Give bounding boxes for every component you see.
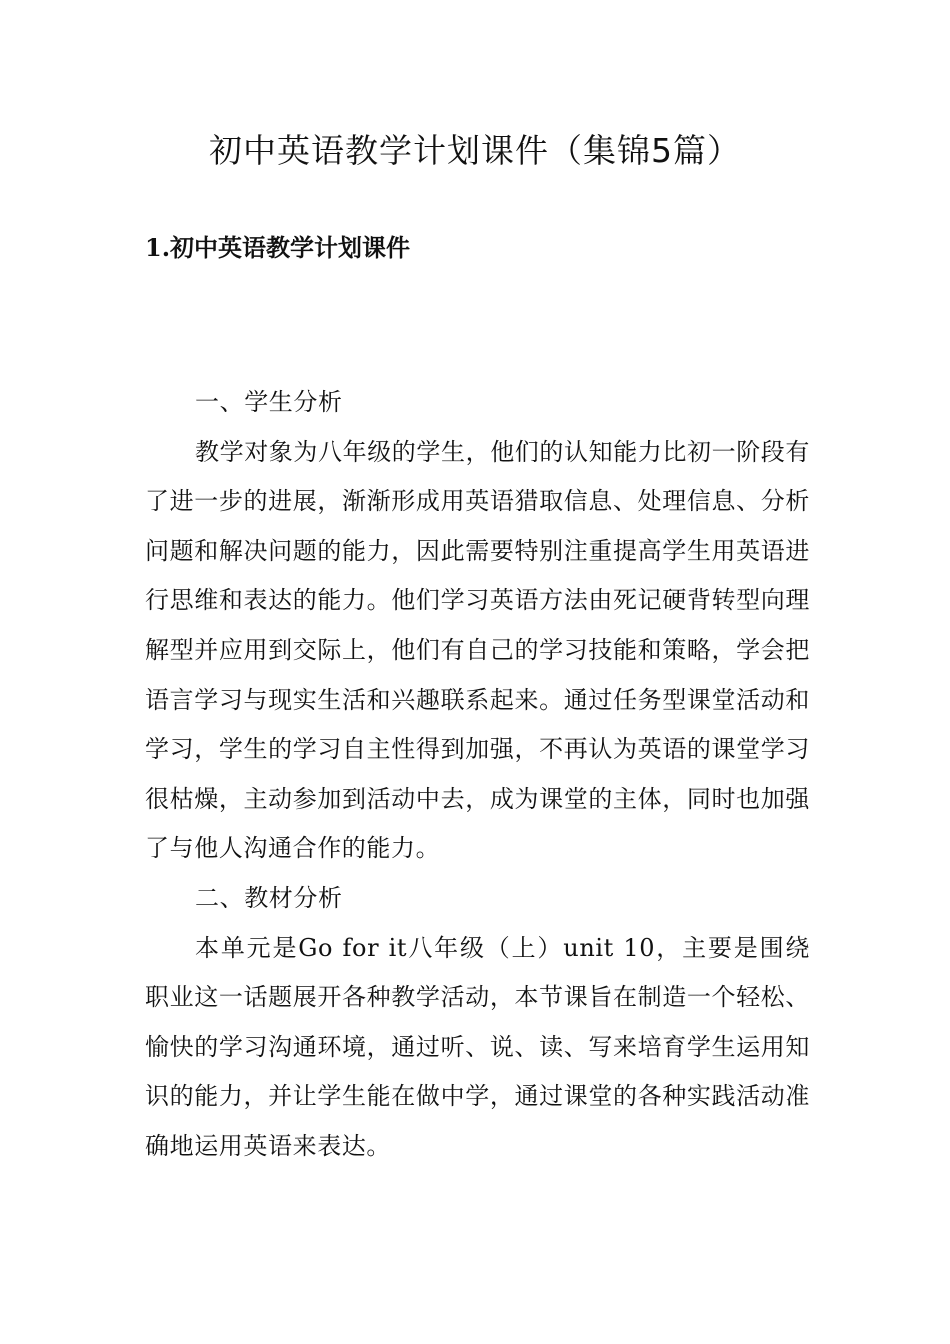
document-title: 初中英语教学计划课件（集锦5篇） (209, 131, 741, 170)
part2-heading: 二、教材分析 (195, 883, 343, 912)
part2-paragraph: 本单元是Go for it八年级（上）unit 10，主要是围绕职业这一话题展开各种教学活动，本节课旨在制造一个轻松、愉快的学习沟通环境，通过听、说、读、写来培育学生运用知识的能力，并让学生能在做中学，通过课堂的各种实践活动准确地运用英语来表达。 (145, 933, 810, 1160)
part1-paragraph: 教学对象为八年级的学生，他们的认知能力比初一阶段有了进一步的进展，渐渐形成用英语猎取信息、处理信息、分析问题和解决问题的能力，因此需要特别注重提高学生用英语进行思维和表达的能力。他们学习英语方法由死记硬背转型向理解型并应用到交际上，他们有自己的学习技能和策略，学会把语言学习与现实生活和兴趣联系起来。通过任务型课堂活动和学习，学生的学习自主性得到加强，不再认为英语的课堂学习很枯燥，主动参加到活动中去，成为课堂的主体，同时也加强了与他人沟通合作的能力。 (145, 437, 810, 863)
section-title: 1.初中英语教学计划课件 (145, 233, 411, 262)
document-body (145, 378, 810, 1172)
part1-heading: 一、学生分析 (195, 388, 343, 416)
